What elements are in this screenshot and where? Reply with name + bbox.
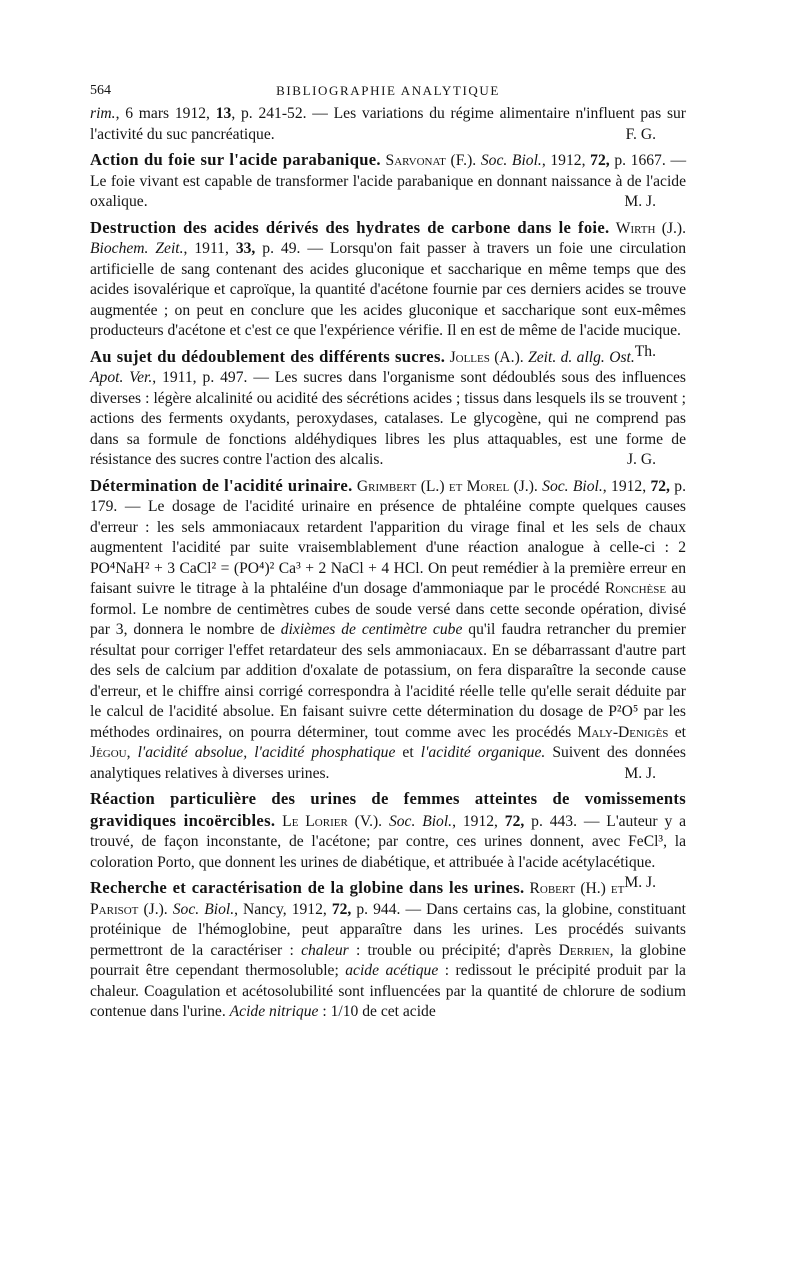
document-page: [90, 82, 686, 1028]
article-author: Sarvonat (F.).: [385, 152, 477, 169]
abstract-initials: M. J.: [624, 874, 656, 891]
article-title: Réaction particulière des urines de femmes atteintes de vomissements gravidiques incoërcibles.: [90, 789, 686, 830]
journal: rim.: [90, 105, 116, 122]
article-author: Grimbert (L.) et Morel (J.).: [356, 477, 538, 495]
year: 1912,: [550, 152, 586, 169]
journal: Zeit. d. allg. Ost. Apot. Ver.: [90, 348, 635, 386]
running-title: BIBLIOGRAPHIE ANALYTIQUE: [276, 83, 500, 98]
conjunction: et: [674, 723, 686, 741]
article-entry: Détermination de l'acidité urinaire. Grimbert (L.) et Morel (J.). Soc. Biol., 1912, 72, p. 179. — Le dosage de l'acidité urinaire en présence de phtaléine compte quelques causes d'erreur : les sels ammoniacaux retardent l'apparition du virage final et les sels de chaux augmentent l'acidité par suite vraisemblablement d'une réaction analogue à celle-ci : 2 PO⁴NaH² + 3 CaCl² = (PO⁴)² Ca³ + 2 NaCl + 4 HCl. On peut remédier à la première erreur en faisant suivre le titrage à la phtaléine d'un dosage d'ammoniaque par le procédé Ronchèse au formol. Le nombre de centimètres cubes de soude versé dans cette seconde opération, divisé par 3, donnera le nombre de dixièmes de centimètre cube qu'il faudra retrancher du premier résultat pour corriger l'effet retardateur des sels ammoniacaux. En se débarrassant d'autre part des sels de calcium par addition d'oxalate de potassium, on fera disparaître la seconde cause d'erreur, et le chiffre ainsi corrigé correspondra à l'acidité réelle telle qu'elle serait déduite par le calcul de l'acidité absolue. En faisant suivre cette détermination du dosage de P²O⁵ par les méthodes ordinaires, on pourra déterminer, tout comme avec les procédés Maly-Denigès et Jégou, l'acidité absolue, l'acidité phosphatique et l'acidité organique. Suivent des données analytiques relatives à diverses urines. M. J.: [90, 476, 686, 785]
article-entry: Au sujet du dédoublement des différents sucres. Jolles (A.). Zeit. d. allg. Ost. Apot. Ver., 1911, p. 497. — Les sucres dans l'organisme sont dédoublés sous des influences diverses : légère alcalinité ou acidité des sécrétions acides ; tissus dans lesquels ils se trouvent ; actions des ferments oxydants, peroxydases, catalases. Le glycogène, qui ne comprend pas dans sa formule de fonctions aldéhydiques libres les plus attaquables, est une forme de résistance des sucres contre l'action des alcalis. J. G.: [90, 347, 686, 471]
running-head: [90, 82, 686, 104]
abstract: Suivent des données analytiques relatives à diverses urines.: [90, 744, 686, 782]
page-ref: p. 179.: [90, 477, 686, 515]
year: 1911,: [162, 369, 197, 386]
method-author: Jégou,: [90, 744, 131, 761]
journal: Soc. Biol.: [388, 812, 453, 830]
abstract-initials: M. J.: [624, 193, 656, 210]
abstract: la globine pourrait être cependant thermosoluble;: [90, 941, 686, 979]
abstract: — Le foie vivant est capable de transformer l'acide parabanique en donnant naissance à de l'acide oxalique.: [90, 152, 687, 210]
volume: 13: [215, 105, 232, 122]
page-ref: p. 497.: [202, 369, 248, 386]
volume: 72,: [504, 812, 525, 830]
italic-term: l'acidité organique.: [420, 744, 546, 761]
article-title: Au sujet du dédoublement des différents sucres.: [90, 346, 446, 366]
method-author: Ronchèse: [604, 580, 667, 597]
page-number: 564: [90, 83, 111, 98]
journal: Soc. Biol.: [542, 477, 603, 495]
italic-term: dixièmes de centimètre cube: [280, 621, 463, 638]
citation: , 6 mars 1912,: [115, 105, 216, 122]
method-author: Maly-Denigès: [577, 723, 669, 741]
year: 1912,: [611, 477, 647, 495]
abstract-initials: Th.: [634, 342, 656, 360]
article-author: Wirth (J.).: [615, 219, 687, 237]
year: 1912,: [462, 812, 498, 830]
abstract: — Lorsqu'on fait passer à travers un foie une circulation artificielle de sang contenant des acides gluconique et saccharique en même temps que des acides isovalérique et caproïque, la quantité d'acétone fournie par ces derniers acides se trouve augmentée ; on peut en conclure que les acides gluconique et saccharique sont eux-mêmes producteurs d'acétone et c'est ce que l'expérience vérifie. Il en est de même de l'acide mucique.: [90, 240, 686, 339]
article-entry: Recherche et caractérisation de la globine dans les urines. Robert (H.) et Parisot (J.). Soc. Biol., Nancy, 1912, 72, p. 944. — Dans certains cas, la globine, constituant protéinique de l'hémoglobine, peut apparaître dans les urines. Les procédés suivants permettront de la caractériser : chaleur : trouble ou précipité; d'après Derrien, la globine pourrait être cependant thermosoluble; acide acétique : redissout le précipité produit par la chaleur. Coagulation et acétosolubilité sont influencées par la quantité de chlorure de sodium contenue dans l'urine. Acide nitrique : 1/10 de cet acide: [90, 878, 686, 1020]
abstract: — Le dosage de l'acidité urinaire en présence de phtaléine compte quelques causes d'erreur : les sels ammoniacaux retardent l'apparition du virage final et les sels de chaux augmentent l'acidité par suite vraisemblablement d'une réaction analogue à celle-ci : 2 PO⁴NaH² + 3 CaCl² = (PO⁴)² Ca³ + 2 NaCl + 4 HCl. On peut remédier à la première erreur en faisant suivre le titrage à la phtaléine d'un dosage d'ammoniaque par le procédé: [90, 498, 686, 597]
abstract-initials: F. G.: [625, 125, 656, 143]
journal: Biochem. Zeit.: [90, 240, 184, 257]
abstract: — L'auteur y a trouvé, de façon inconstante, de l'acétone; par contre, ces urines donnent, avec FeCl³, la coloration Porto, que donnent les urines de diabétique, et attribuée à l'acide acétylacétique.: [90, 812, 687, 871]
year: 1911,: [194, 240, 229, 257]
abstract-initials: M. J.: [624, 764, 656, 782]
article-title: Détermination de l'acidité urinaire.: [90, 475, 353, 495]
article-author: Le Lorier (V.).: [282, 812, 383, 830]
page-ref: p. 443.: [531, 812, 577, 830]
journal: Soc. Biol.: [172, 900, 235, 918]
abstract: : trouble ou précipité; d'après: [355, 941, 552, 959]
article-author: Jolles (A.).: [449, 348, 524, 366]
abstract: , p. 241-52. — Les variations du régime alimentaire n'influent pas sur l'activité du suc pancréatique.: [90, 105, 687, 143]
body-text: [90, 104, 686, 1023]
volume: 72,: [331, 900, 352, 918]
method-author: Derrien,: [558, 941, 614, 959]
year: 1912,: [291, 900, 327, 918]
article-title: Destruction des acides dérivés des hydrates de carbone dans le foie.: [90, 217, 610, 237]
abstract-initials: J. G.: [626, 451, 656, 468]
abstract: qu'il faudra retrancher du premier résultat pour corriger l'effet retardateur des sels ammoniacaux. En se débarrassant d'autre part des sels de calcium par addition d'oxalate de potassium, on fera disparaître la seconde cause d'erreur, et le chiffre ainsi corrigé correspondra à l'acidité réelle telle qu'elle serait déduite par le calcul de l'acidité absolue. En faisant suivre cette détermination du dosage de P²O⁵ par les méthodes ordinaires, on pourra déterminer, tout comme avec les procédés: [90, 621, 686, 741]
article-title: Recherche et caractérisation de la globine dans les urines.: [90, 878, 525, 897]
volume: 72,: [650, 477, 670, 495]
italic-term: Acide nitrique: [229, 1003, 319, 1020]
abstract: : 1/10 de cet acide: [322, 1003, 436, 1020]
volume: 72,: [590, 152, 610, 169]
article-title: Action du foie sur l'acide parabanique.: [90, 150, 381, 169]
italic-term: l'acidité absolue,: [137, 744, 248, 761]
article-entry: Réaction particulière des urines de femmes atteintes de vomissements gravidiques incoërcibles. Le Lorier (V.). Soc. Biol., 1912, 72, p. 443. — L'auteur y a trouvé, de façon inconstante, de l'acétone; par contre, ces urines donnent, avec FeCl³, la coloration Porto, que donnent les urines de diabétique, et attribuée à l'acide acétylacétique. M. J.: [90, 789, 686, 873]
italic-term: l'acidité phosphatique: [254, 744, 396, 761]
abstract: — Dans certains cas, la globine, constituant protéinique de l'hémoglobine, peut apparaître dans les urines. Les procédés suivants permettront de la caractériser :: [90, 900, 686, 959]
place: Nancy,: [243, 900, 287, 918]
conjunction: et: [402, 744, 414, 761]
page-ref: p. 49.: [262, 240, 301, 257]
page-ref: p. 944.: [356, 900, 401, 918]
italic-term: chaleur: [301, 941, 349, 959]
journal: Soc. Biol.: [480, 152, 542, 169]
continued-entry: [90, 104, 686, 145]
article-entry: Destruction des acides dérivés des hydrates de carbone dans le foie. Wirth (J.). Biochem. Zeit., 1911, 33, p. 49. — Lorsqu'on fait passer à travers un foie une circulation artificielle de sang contenant des acides gluconique et saccharique en même temps que des acides isovalérique et caproïque, la quantité d'acétone fournie par ces derniers acides se trouve augmentée ; on peut en conclure que les acides gluconique et saccharique sont eux-mêmes producteurs d'acétone et c'est ce que l'expérience vérifie. Il en est de même de l'acide mucique. Th.: [90, 218, 686, 342]
abstract: : redissout le précipité produit par la chaleur. Coagulation et acétosolubilité sont influencées par la quantité de chlorure de sodium contenue dans l'urine.: [90, 962, 686, 1020]
abstract: au formol. Le nombre de centimètres cubes de soude versé dans cette seconde opération, divisé par 3, donnera le nombre de: [90, 580, 687, 638]
abstract: — Les sucres dans l'organisme sont dédoublés sous des influences diverses : légère alcalinité ou acidité des sécrétions acides ; tissus dans lesquels ils se trouvent ; actions des ferments oxydants, peroxydases, catalases. Le glycogène, qui ne comprend pas dans sa formule de fonctions aldéhydiques libres les plus attaquables, est une forme de résistance des sucres contre l'action des alcalis.: [90, 369, 687, 468]
volume: 33,: [235, 240, 256, 257]
article-entry: Action du foie sur l'acide parabanique. Sarvonat (F.). Soc. Biol., 1912, 72, p. 1667. — Le foie vivant est capable de transformer l'acide parabanique en donnant naissance à de l'acide oxalique. M. J.: [90, 150, 686, 213]
article-author: Robert (H.) et Parisot (J.).: [90, 880, 625, 918]
page-ref: p. 1667.: [614, 152, 666, 169]
italic-term: acide acétique: [345, 962, 439, 979]
